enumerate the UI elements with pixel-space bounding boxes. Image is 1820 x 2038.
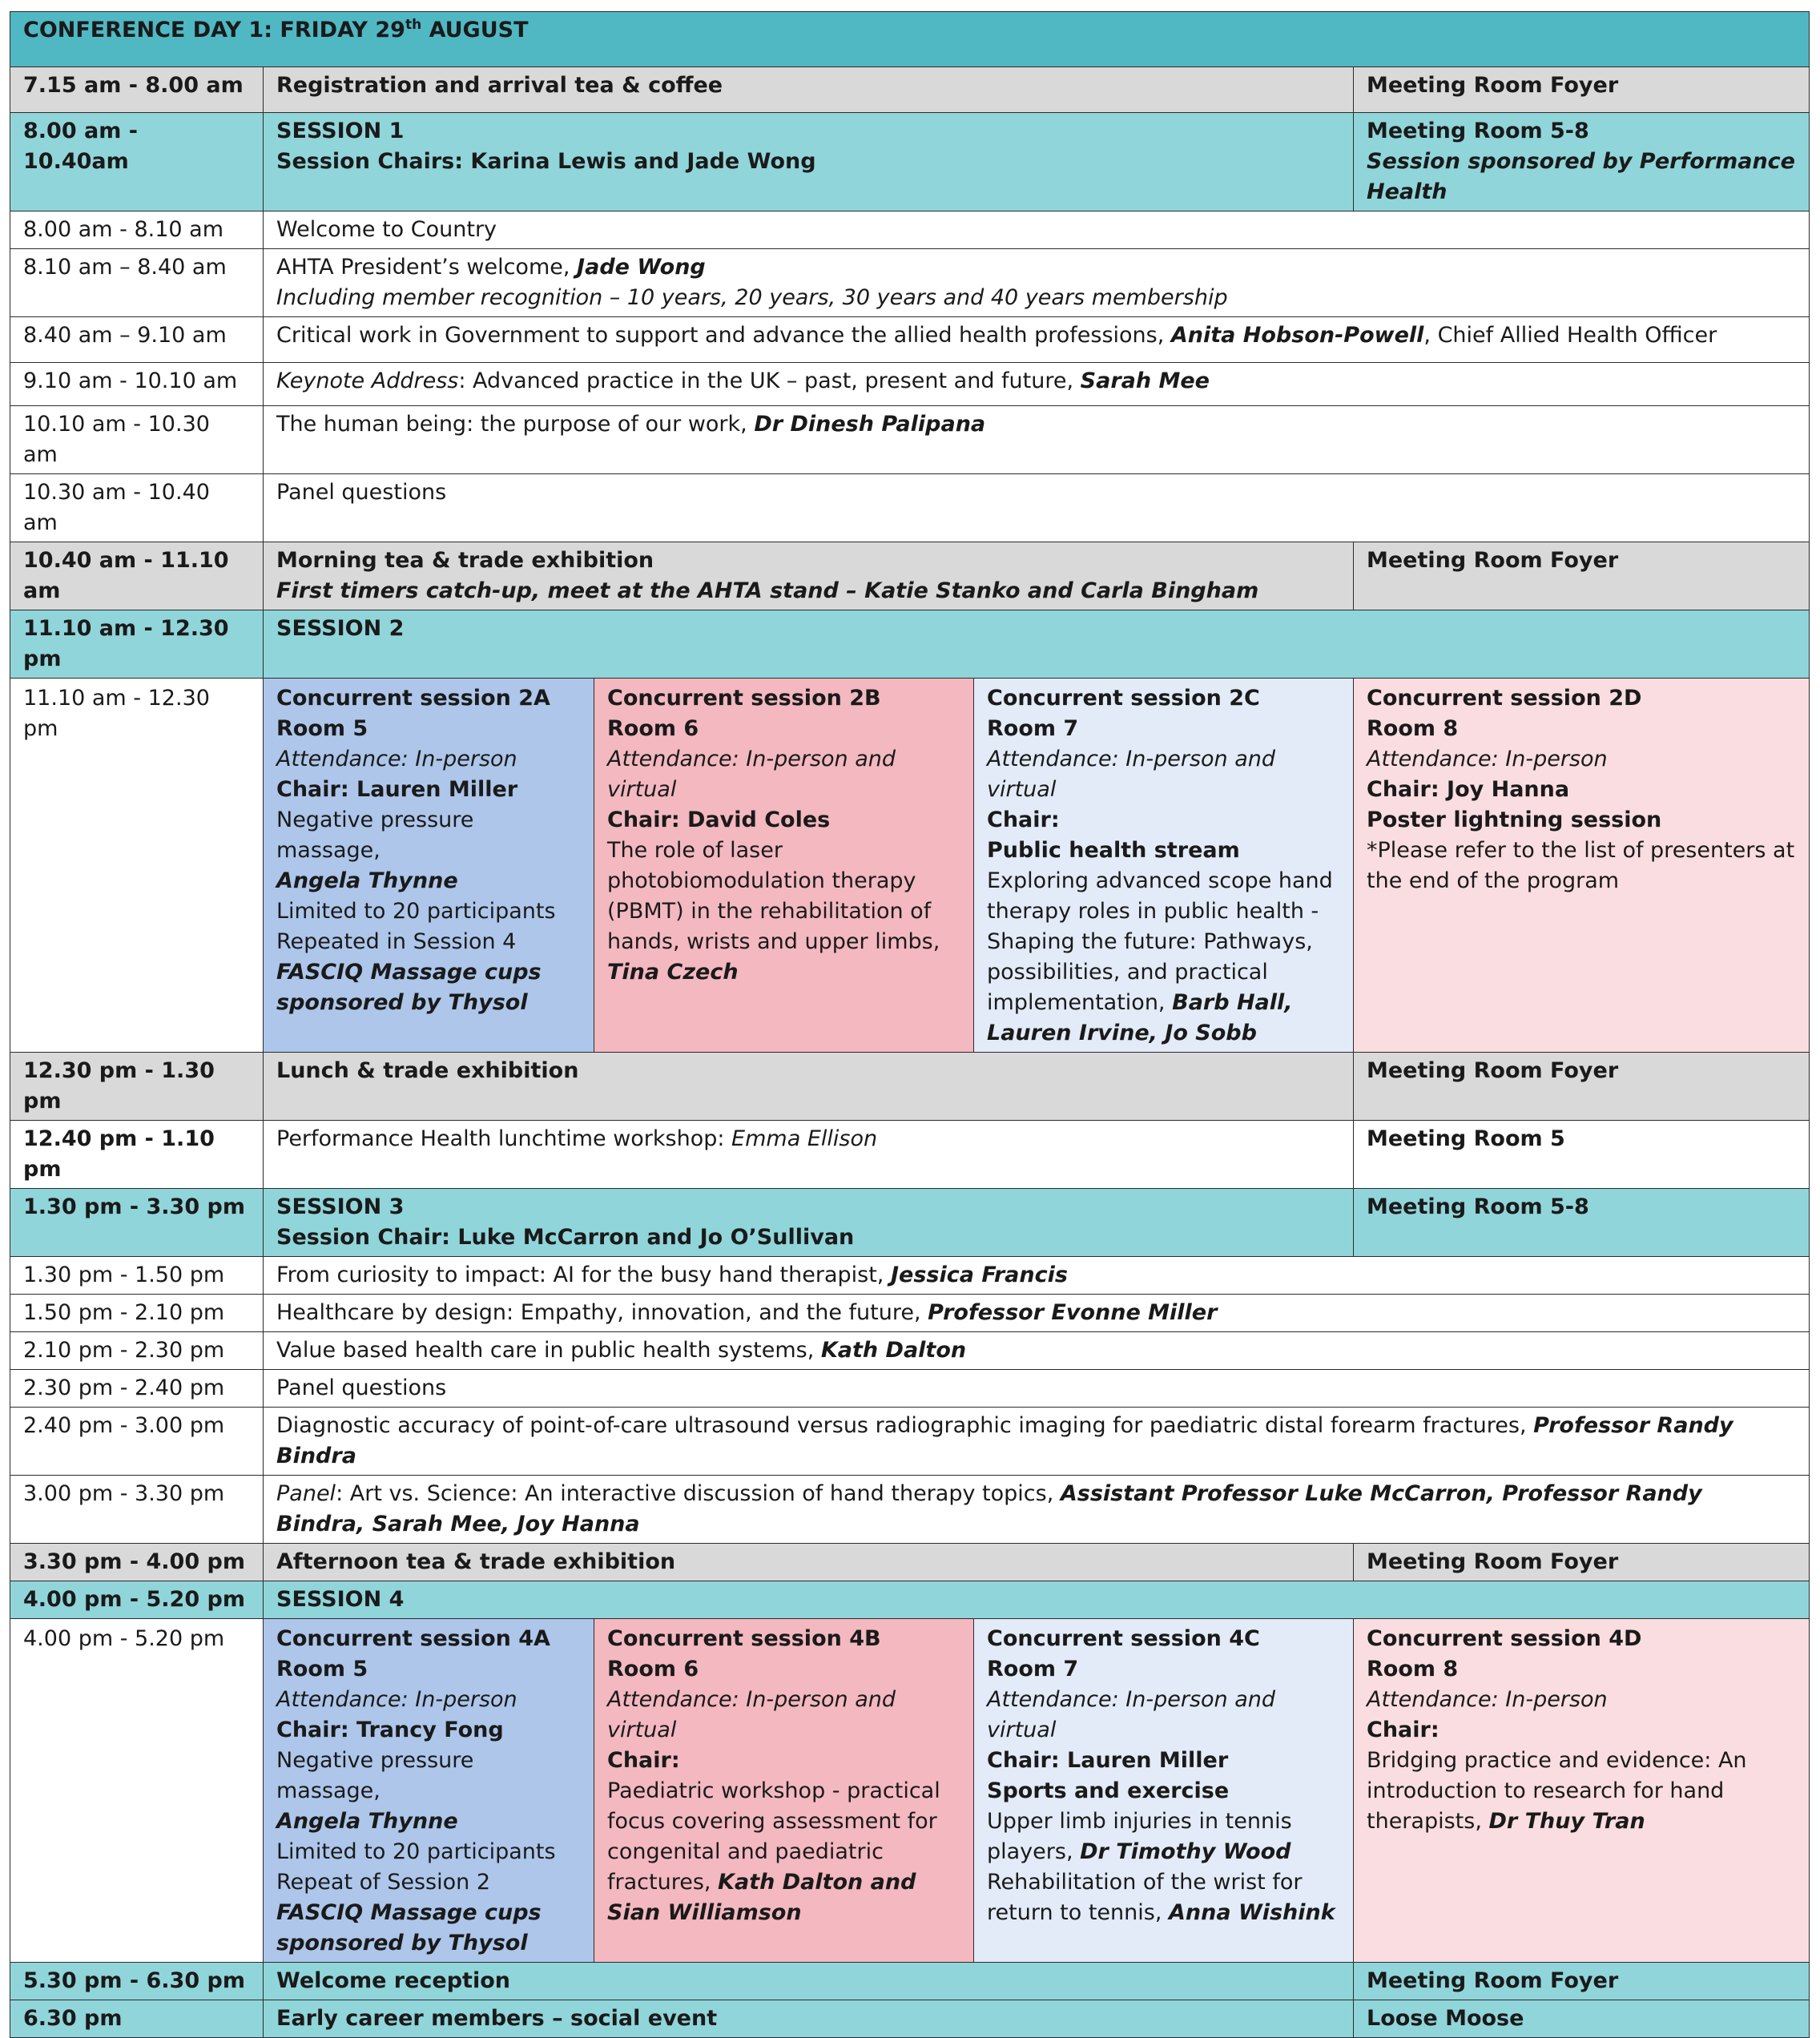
title-row <box>10 12 1810 67</box>
time-cell: 8.00 am - 10.40am <box>10 113 264 211</box>
venue-cell: Meeting Room 5-8 Session sponsored by Performance Health <box>1354 113 1810 211</box>
time-cell: 7.15 am - 8.00 am <box>10 67 264 113</box>
concurrent-session-2c: Concurrent session 2C Room 7 Attendance: In-person and virtual Chair: Public health stream Exploring advanced scope hand therapy roles in public health - Shaping the future: Pathways, possibilities, and practical implementation, Barb Hall, Lauren Irvine, Jo Sobb <box>974 679 1354 1053</box>
session-chairs: Session Chairs: Karina Lewis and Jade Wong <box>276 149 816 174</box>
concurrent-session-4b: Concurrent session 4B Room 6 Attendance: In-person and virtual Chair: Paediatric workshop - practical focus covering assessment for congenital and paediatric fractures, Kath Dalton and Sian Williamson <box>594 1619 974 1963</box>
session-title: SESSION 1 <box>276 119 405 143</box>
concurrent-session-4d: Concurrent session 4D Room 8 Attendance: In-person Chair: Bridging practice and evidence: An introduction to research for hand therapists, Dr Thuy Tran <box>1354 1619 1810 1963</box>
program-item-row: 2.10 pm - 2.30 pm Value based health care in public health systems, Kath Dalton <box>10 1332 1810 1370</box>
program-item-row: 8.40 am – 9.10 am Critical work in Government to support and advance the allied health professions, Anita Hobson-Powell, Chief Allied Health Officer <box>10 317 1810 363</box>
speaker: Sarah Mee <box>1080 369 1210 393</box>
program-item-row: 8.00 am - 8.10 am Welcome to Country <box>10 211 1810 249</box>
session3-header-row: 1.30 pm - 3.30 pm SESSION 3 Session Chair: Luke McCarron and Jo O’Sullivan Meeting Room 5-8 <box>10 1189 1810 1257</box>
program-item-row: 2.30 pm - 2.40 pm Panel questions <box>10 1370 1810 1408</box>
afternoon-tea-row: 3.30 pm - 4.00 pm Afternoon tea & trade exhibition Meeting Room Foyer <box>10 1544 1810 1581</box>
program-item-row: 10.10 am - 10.30 am The human being: the purpose of our work, Dr Dinesh Palipana <box>10 406 1810 474</box>
event-cell <box>264 113 1354 211</box>
speaker: Dr Dinesh Palipana <box>754 412 986 437</box>
concurrent-session-4c: Concurrent session 4C Room 7 Attendance: In-person and virtual Chair: Lauren Miller Sports and exercise Upper limb injuries in tennis players, Dr Timothy Wood Rehabilitation of the wrist for return to tennis, Anna Wishink <box>974 1619 1354 1963</box>
registration-row <box>10 67 1810 113</box>
program-item-row: 3.00 pm - 3.30 pm Panel: Art vs. Science: An interactive discussion of hand therapy topics, Assistant Professor Luke McCarron, Professor Randy Bindra, Sarah Mee, Joy Hanna <box>10 1476 1810 1544</box>
lunch-row: 12.30 pm - 1.30 pm Lunch & trade exhibition Meeting Room Foyer <box>10 1053 1810 1121</box>
reception-row: 5.30 pm - 6.30 pm Welcome reception Meeting Room Foyer <box>10 1963 1810 2000</box>
session2-header-row: 11.10 am - 12.30 pm SESSION 2 <box>10 610 1810 679</box>
program-item-row: 2.40 pm - 3.00 pm Diagnostic accuracy of point-of-care ultrasound versus radiographic imaging for paediatric distal forearm fractures, Professor Randy Bindra <box>10 1408 1810 1476</box>
program-item-row: 1.30 pm - 1.50 pm From curiosity to impact: AI for the busy hand therapist, Jessica Francis <box>10 1257 1810 1295</box>
concurrent-session-2d: Concurrent session 2D Room 8 Attendance: In-person Chair: Joy Hanna Poster lightning session *Please refer to the list of presenters at the end of the program <box>1354 679 1810 1053</box>
program-item-row: 10.30 am - 10.40 am Panel questions <box>10 474 1810 542</box>
morning-tea-row: 10.40 am - 11.10 am Morning tea & trade exhibition First timers catch-up, meet at the AHTA stand – Katie Stanko and Carla Bingham Meeting Room Foyer <box>10 542 1810 610</box>
program-table <box>10 11 1810 2038</box>
concurrent-session-2b: Concurrent session 2B Room 6 Attendance: In-person and virtual Chair: David Coles The role of laser photobiomodulation therapy (PBMT) in the rehabilitation of hands, wrists and upper limbs, Tina Czech <box>594 679 974 1053</box>
program-item-row: 9.10 am - 10.10 am Keynote Address: Advanced practice in the UK – past, present and future, Sarah Mee <box>10 363 1810 406</box>
conference-title: CONFERENCE DAY 1: FRIDAY 29th AUGUST <box>10 12 1810 67</box>
workshop-row: 12.40 pm - 1.10 pm Performance Health lunchtime workshop: Emma Ellison Meeting Room 5 <box>10 1121 1810 1189</box>
sponsor-note: Session sponsored by Performance Health <box>1367 149 1795 204</box>
concurrent-session-4a: Concurrent session 4A Room 5 Attendance: In-person Chair: Trancy Fong Negative pressure massage, Angela Thynne Limited to 20 participants Repeat of Session 2 FASCIQ Massage cups sponsored by Thysol <box>264 1619 594 1963</box>
session4-header-row: 4.00 pm - 5.20 pm SESSION 4 <box>10 1581 1810 1619</box>
social-row: 6.30 pm Early career members – social event Loose Moose <box>10 2000 1810 2038</box>
session1-header-row <box>10 113 1810 211</box>
speaker: Anita Hobson-Powell <box>1170 323 1424 348</box>
program-item-row: 1.50 pm - 2.10 pm Healthcare by design: Empathy, innovation, and the future, Professor Evonne Miller <box>10 1295 1810 1332</box>
concurrent-session-2a: Concurrent session 2A Room 5 Attendance: In-person Chair: Lauren Miller Negative pressure massage, Angela Thynne Limited to 20 participants Repeated in Session 4 FASCIQ Massage cups sponsored by Thysol <box>264 679 594 1053</box>
venue-cell: Meeting Room Foyer <box>1354 67 1810 113</box>
program-item-row: 8.10 am – 8.40 am AHTA President’s welcome, Jade Wong Including member recognition – 10 years, 20 years, 30 years and 40 years membership <box>10 249 1810 317</box>
session2-concurrent-row: 11.10 am - 12.30 pm Concurrent session 2A Room 5 Attendance: In-person Chair: Lauren Miller Negative pressure massage, Angela Thynne Limited to 20 participants Repeated in Session 4 FASCIQ Massage cups sponsored by Thysol Concurrent session 2B Room 6 Attendance: In-person and virtual Chair: David Coles The role of laser photobiomodulation therapy (PBMT) in the rehabilitation of hands, wrists and upper limbs, Tina Czech Concurrent session 2C Room 7 Attendance: In-person and virtual Chair: Public health stream Exploring advanced scope hand therapy roles in public health - Shaping the future: Pathways, possibilities, and practical implementation, Barb Hall, Lauren Irvine, Jo Sobb Concurrent session 2D Room 8 Attendance: In-person Chair: Joy Hanna Poster lightning session *Please refer to the list of presenters at the end of the program <box>10 679 1810 1053</box>
event-cell: Registration and arrival tea & coffee <box>264 67 1354 113</box>
program-page <box>10 11 1809 2038</box>
session-title: SESSION 2 <box>264 610 1810 679</box>
speaker: Jade Wong <box>577 255 706 280</box>
session4-concurrent-row: 4.00 pm - 5.20 pm Concurrent session 4A Room 5 Attendance: In-person Chair: Trancy Fong Negative pressure massage, Angela Thynne Limited to 20 participants Repeat of Session 2 FASCIQ Massage cups sponsored by Thysol Concurrent session 4B Room 6 Attendance: In-person and virtual Chair: Paediatric workshop - practical focus covering assessment for congenital and paediatric fractures, Kath Dalton and Sian Williamson Concurrent session 4C Room 7 Attendance: In-person and virtual Chair: Lauren Miller Sports and exercise Upper limb injuries in tennis players, Dr Timothy Wood Rehabilitation of the wrist for return to tennis, Anna Wishink Concurrent session 4D Room 8 Attendance: In-person Chair: Bridging practice and evidence: An introduction to research for hand therapists, Dr Thuy Tran <box>10 1619 1810 1963</box>
